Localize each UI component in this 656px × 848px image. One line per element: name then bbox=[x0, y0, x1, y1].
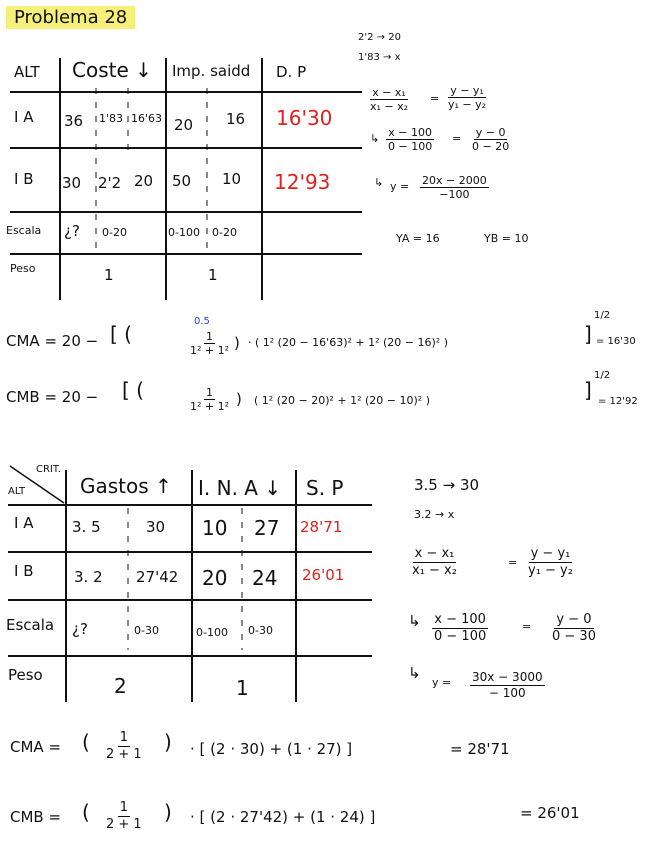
arrow-icon: ↳ bbox=[408, 612, 421, 630]
equals-sign: = bbox=[508, 556, 518, 569]
cm1-b-body: ( 1² (20 − 20)² + 1² (20 − 10)² ) bbox=[254, 394, 430, 407]
t1-escala-imp-1: 0-100 bbox=[168, 226, 200, 239]
notes2-eq2-right bbox=[550, 612, 598, 645]
t1-header-alt: ALT bbox=[14, 63, 40, 81]
cm2-a-frac bbox=[104, 730, 144, 763]
cm1-b-result: = 12'92 bbox=[598, 396, 638, 407]
t2-row-a-label: I A bbox=[14, 514, 34, 532]
notes2-eq3-lhs: y = bbox=[432, 676, 452, 689]
fraction-denominator: 1² + 1² bbox=[190, 400, 230, 413]
cm2-b-label: CMB = bbox=[10, 808, 62, 826]
cm1-b-exponent: 1/2 bbox=[594, 370, 611, 381]
t1-peso-label: Peso bbox=[10, 262, 36, 275]
t2-escala-ina-2: 0-30 bbox=[248, 624, 273, 637]
fraction-denominator: 2 + 1 bbox=[106, 817, 142, 832]
fraction-numerator: x − 100 bbox=[434, 612, 486, 627]
cm1-a-result: = 16'30 bbox=[596, 336, 636, 347]
t1-row-b-label: I B bbox=[14, 170, 34, 188]
fraction-numerator: y − y₁ bbox=[530, 546, 571, 561]
notes1-eq2-left bbox=[386, 126, 434, 153]
cm1-a-label: CMA = 20 − bbox=[6, 332, 99, 350]
t1-peso-coste: 1 bbox=[104, 266, 114, 284]
cm1-a-body: · ( 1² (20 − 16'63)² + 1² (20 − 16)² ) bbox=[248, 336, 449, 349]
cm2-a-label: CMA = bbox=[10, 738, 62, 756]
equals-sign: = bbox=[452, 132, 462, 145]
notes1-map-1: 2'2 → 20 bbox=[358, 32, 401, 43]
notes1-result-a: YA = 16 bbox=[396, 232, 440, 245]
t2-peso-label: Peso bbox=[8, 666, 43, 684]
t2-row-b-gastos-2: 27'42 bbox=[136, 568, 179, 586]
fraction-denominator: 0 − 20 bbox=[472, 140, 510, 153]
open-bracket: [ ( bbox=[122, 378, 144, 402]
t2-header-ina: I. N. A ↓ bbox=[198, 476, 282, 500]
fraction-numerator: 1 bbox=[119, 730, 128, 745]
t1-header-imp: Imp. saidd bbox=[172, 62, 251, 80]
cm1-a-frac bbox=[188, 330, 231, 357]
notes1-eq1-right bbox=[446, 84, 488, 111]
fraction-denominator: x₁ − x₂ bbox=[412, 563, 457, 578]
t2-escala-label: Escala bbox=[6, 616, 55, 634]
equals-sign: = bbox=[430, 92, 440, 105]
t2-header-sp: S. P bbox=[306, 476, 344, 500]
equals-sign: = bbox=[522, 620, 532, 633]
t2-row-a-ina-2: 27 bbox=[254, 516, 280, 540]
cm2-b-result: = 26'01 bbox=[520, 804, 580, 822]
cm1-a-annotation: 0.5 bbox=[194, 316, 210, 327]
t2-row-b-label: I B bbox=[14, 562, 34, 580]
notes1-result-b: YB = 10 bbox=[484, 232, 529, 245]
open-paren: ( bbox=[82, 730, 90, 754]
t2-escala-gastos-1: ¿? bbox=[72, 620, 88, 638]
t2-row-a-gastos-1: 3. 5 bbox=[72, 518, 101, 536]
t1-row-a-coste-3: 16'63 bbox=[131, 112, 163, 125]
fraction-numerator: 1 bbox=[206, 330, 214, 343]
page-title: Problema 28 bbox=[6, 6, 135, 29]
arrow-icon: ↳ bbox=[408, 664, 421, 682]
close-paren: ) bbox=[236, 390, 242, 408]
fraction-denominator: 0 − 100 bbox=[434, 629, 487, 644]
cm2-b-frac bbox=[104, 800, 144, 833]
t1-row-b-imp-2: 10 bbox=[222, 170, 242, 188]
t1-header-coste: Coste ↓ bbox=[72, 58, 152, 82]
t1-row-a-coste-1: 36 bbox=[64, 112, 84, 130]
cm2-b-body: · [ (2 · 27'42) + (1 · 24) ] bbox=[190, 808, 376, 826]
t2-row-a-ina-1: 10 bbox=[202, 516, 228, 540]
notes2-map-1: 3.5 → 30 bbox=[414, 476, 480, 494]
t1-escala-coste-1: ¿? bbox=[64, 222, 80, 240]
t1-row-b-imp-1: 50 bbox=[172, 172, 192, 190]
t2-header-gastos: Gastos ↑ bbox=[80, 474, 172, 498]
arrow-icon: ↳ bbox=[370, 132, 380, 145]
t1-escala-coste-2: 0-20 bbox=[102, 226, 127, 239]
fraction-denominator: 2 + 1 bbox=[106, 747, 142, 762]
notes2-eq1-left bbox=[410, 546, 459, 579]
t2-row-b-ina-1: 20 bbox=[202, 566, 228, 590]
t2-corner-crit: CRIT. bbox=[36, 464, 61, 475]
fraction-numerator: x − x₁ bbox=[414, 546, 455, 561]
t1-row-a-imp-1: 20 bbox=[174, 116, 194, 134]
fraction-numerator: 30x − 3000 bbox=[472, 670, 543, 684]
close-paren: ) bbox=[234, 334, 240, 352]
cm1-b-label: CMB = 20 − bbox=[6, 388, 99, 406]
t2-row-b-gastos-1: 3. 2 bbox=[74, 568, 103, 586]
fraction-numerator: y − 0 bbox=[556, 612, 592, 627]
fraction-denominator: −100 bbox=[439, 188, 470, 201]
open-bracket: [ ( bbox=[110, 322, 132, 346]
fraction-denominator: y₁ − y₂ bbox=[528, 563, 573, 578]
fraction-numerator: 1 bbox=[119, 800, 128, 815]
fraction-numerator: x − 100 bbox=[388, 126, 432, 139]
notes1-eq2-right bbox=[470, 126, 511, 153]
t2-escala-ina-1: 0-100 bbox=[196, 626, 228, 639]
fraction-numerator: 20x − 2000 bbox=[422, 174, 487, 187]
t1-row-a-label: I A bbox=[14, 108, 34, 126]
fraction-denominator: 1² + 1² bbox=[190, 344, 230, 357]
notes2-map-2: 3.2 → x bbox=[414, 508, 455, 521]
t2-peso-gastos: 2 bbox=[114, 674, 127, 698]
t2-corner-alt: ALT bbox=[8, 486, 26, 497]
t1-row-b-coste-2: 2'2 bbox=[98, 174, 122, 192]
t1-peso-imp: 1 bbox=[208, 266, 218, 284]
close-paren: ) bbox=[164, 730, 172, 754]
t2-row-a-sp: 28'71 bbox=[300, 518, 343, 536]
t2-escala-gastos-2: 0-30 bbox=[134, 624, 159, 637]
cm2-a-result: = 28'71 bbox=[450, 740, 510, 758]
t2-row-a-gastos-2: 30 bbox=[146, 518, 166, 536]
fraction-numerator: y − 0 bbox=[475, 126, 506, 139]
cm1-b-frac bbox=[188, 386, 231, 413]
fraction-denominator: y₁ − y₂ bbox=[448, 98, 487, 111]
t1-escala-label: Escala bbox=[6, 224, 42, 237]
notes1-eq3-lhs: y = bbox=[390, 180, 410, 193]
t2-row-b-ina-2: 24 bbox=[252, 566, 278, 590]
fraction-denominator: 0 − 100 bbox=[388, 140, 433, 153]
t1-row-a-dp: 16'30 bbox=[276, 106, 333, 130]
notes1-eq3-frac bbox=[420, 174, 489, 201]
t2-row-b-sp: 26'01 bbox=[302, 566, 345, 584]
t1-row-b-coste-3: 20 bbox=[134, 172, 154, 190]
t1-row-a-imp-2: 16 bbox=[226, 110, 246, 128]
t1-row-a-coste-2: 1'83 bbox=[99, 112, 124, 125]
fraction-denominator: − 100 bbox=[488, 686, 526, 700]
close-bracket: ] bbox=[584, 322, 592, 346]
notes2-eq1-right bbox=[526, 546, 575, 579]
close-bracket: ] bbox=[584, 378, 592, 402]
fraction-numerator: x − x₁ bbox=[372, 86, 406, 99]
arrow-icon: ↳ bbox=[374, 176, 384, 189]
t1-row-b-dp: 12'93 bbox=[274, 170, 331, 194]
open-paren: ( bbox=[82, 800, 90, 824]
t2-peso-ina: 1 bbox=[236, 676, 249, 700]
close-paren: ) bbox=[164, 800, 172, 824]
t1-escala-imp-2: 0-20 bbox=[212, 226, 237, 239]
notes1-map-2: 1'83 → x bbox=[358, 52, 401, 63]
t1-header-dp: D. P bbox=[276, 63, 307, 81]
notes2-eq3-frac bbox=[470, 670, 545, 701]
notes1-eq1-left bbox=[368, 86, 410, 113]
fraction-numerator: 1 bbox=[206, 386, 214, 399]
fraction-denominator: 0 − 30 bbox=[552, 629, 596, 644]
t1-row-b-coste-1: 30 bbox=[62, 174, 82, 192]
cm1-a-exponent: 1/2 bbox=[594, 310, 611, 321]
fraction-numerator: y − y₁ bbox=[450, 84, 484, 97]
notes2-eq2-left bbox=[432, 612, 488, 645]
cm2-a-body: · [ (2 · 30) + (1 · 27) ] bbox=[190, 740, 353, 758]
fraction-denominator: x₁ − x₂ bbox=[370, 100, 409, 113]
